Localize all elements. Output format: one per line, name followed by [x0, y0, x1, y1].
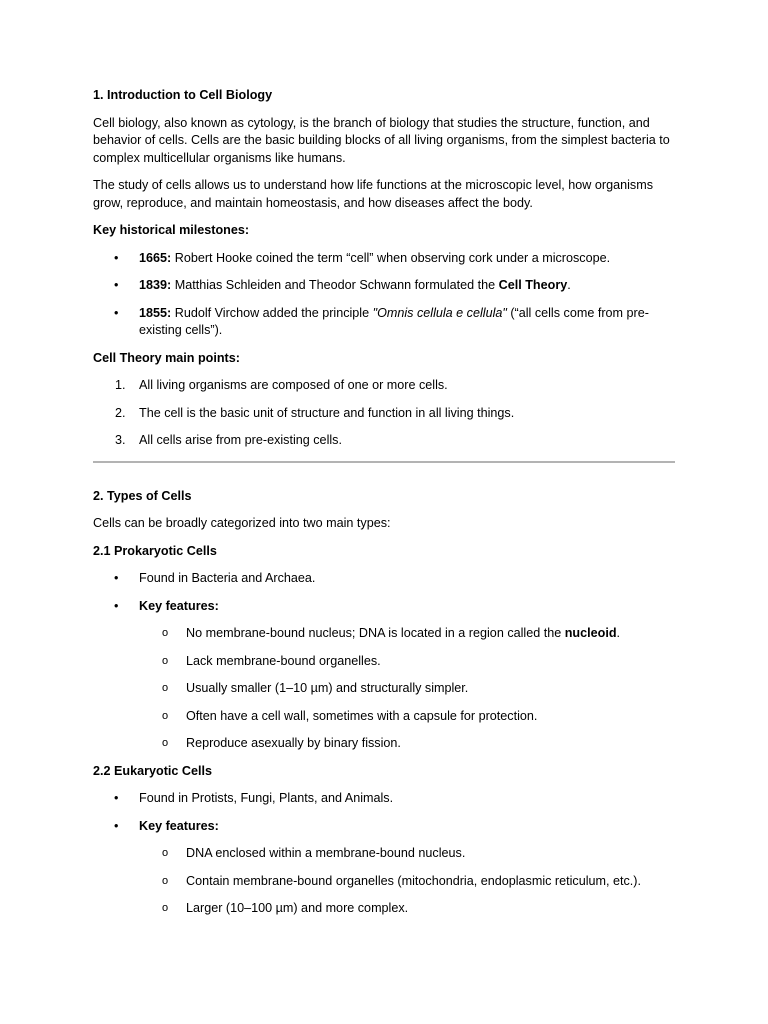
intro-paragraph-2: The study of cells allows us to understand how life functions at the microscopic level, how organisms grow, reproduce, and maintain homeostasis, and how diseases affect the body.: [93, 178, 653, 210]
document-body: [93, 87, 677, 928]
sub-bullet-marker: o: [162, 902, 169, 914]
section1-heading: 1. Introduction to Cell Biology: [93, 88, 273, 102]
feature-item: [93, 735, 677, 753]
cell-theory-heading: Cell Theory main points:: [93, 350, 240, 365]
number-marker: 2.: [115, 405, 126, 420]
bullet-marker: •: [114, 305, 119, 320]
prokaryotic-features-label: Key features:: [139, 598, 219, 613]
milestone-item: [93, 250, 677, 268]
types-intro: Cells can be broadly categorized into two main types:: [93, 516, 391, 530]
milestone-text: Robert Hooke coined the term “cell” when observing cork under a microscope.: [171, 250, 611, 265]
sub-bullet-marker: o: [162, 654, 169, 667]
feature-item: [93, 900, 677, 918]
milestone-year: 1855:: [139, 305, 172, 320]
feature-text: Larger (10–100 µm) and more complex.: [186, 901, 409, 915]
bullet-marker: •: [114, 250, 119, 265]
eukaryotic-list: [93, 790, 677, 835]
number-marker: 1.: [115, 378, 126, 392]
feature-text: Lack membrane-bound organelles.: [186, 653, 381, 668]
cell-theory-list: [93, 377, 677, 450]
theory-point-text: All cells arise from pre-existing cells.: [139, 433, 342, 447]
feature-text: DNA enclosed within a membrane-bound nucleus.: [186, 846, 466, 860]
milestone-bold-term: Cell Theory: [498, 278, 568, 292]
theory-point: [93, 405, 677, 423]
list-item: [93, 790, 677, 808]
feature-item: [93, 845, 677, 863]
sub-bullet-marker: o: [162, 627, 169, 639]
bullet-marker: •: [114, 598, 119, 613]
eukaryotic-heading: 2.2 Eukaryotic Cells: [93, 763, 213, 778]
intro-paragraph-1: Cell biology, also known as cytology, is the branch of biology that studies the structure, function, and behavior of cells. Cells are the basic building blocks of all living organisms, from the simplest bacteria to complex multicellular organisms like humans.: [93, 115, 670, 165]
milestone-item: [93, 277, 677, 295]
milestone-item: [93, 305, 677, 340]
eukaryotic-features-list: [93, 845, 677, 918]
sub-bullet-marker: o: [162, 737, 169, 749]
theory-point: [93, 432, 677, 450]
theory-point: [93, 377, 677, 395]
milestone-text: Rudolf Virchow added the principle: [171, 305, 373, 320]
prokaryotic-found-in: Found in Bacteria and Archaea.: [139, 571, 316, 585]
feature-text: No membrane-bound nucleus; DNA is located in a region called the: [186, 626, 565, 640]
theory-point-text: All living organisms are composed of one or more cells.: [139, 378, 448, 392]
feature-text: Usually smaller (1–10 µm) and structurally simpler.: [186, 681, 469, 695]
milestone-year: 1839:: [139, 278, 172, 292]
bullet-marker: •: [114, 278, 119, 292]
feature-text: Contain membrane-bound organelles (mitochondria, endoplasmic reticulum, etc.).: [186, 873, 641, 888]
milestone-text: Matthias Schleiden and Theodor Schwann formulated the: [171, 278, 499, 292]
sub-bullet-marker: o: [162, 874, 169, 887]
milestone-latin-phrase: "Omnis cellula e cellula": [372, 305, 507, 320]
milestone-year: 1665:: [139, 250, 172, 265]
bullet-marker: •: [114, 791, 119, 805]
feature-item: [93, 680, 677, 698]
eukaryotic-found-in: Found in Protists, Fungi, Plants, and Animals.: [139, 791, 394, 805]
milestone-text-end: (“all cells come from pre-existing cells”).: [139, 305, 649, 337]
feature-text: Reproduce asexually by binary fission.: [186, 736, 401, 750]
sub-bullet-marker: o: [162, 847, 169, 859]
number-marker: 3.: [115, 433, 126, 447]
sub-bullet-marker: o: [162, 709, 169, 722]
prokaryotic-heading: 2.1 Prokaryotic Cells: [93, 543, 217, 558]
sub-bullet-marker: o: [162, 682, 169, 694]
feature-text: Often have a cell wall, sometimes with a capsule for protection.: [186, 708, 538, 723]
list-item: [93, 818, 677, 836]
bullet-marker: •: [114, 571, 119, 585]
prokaryotic-features-list: [93, 625, 677, 753]
feature-bold-term: nucleoid: [564, 626, 617, 640]
feature-text-end: .: [616, 626, 621, 640]
section2-heading: 2. Types of Cells: [93, 488, 192, 503]
list-item: [93, 598, 677, 616]
feature-item: [93, 873, 677, 891]
theory-point-text: The cell is the basic unit of structure and function in all living things.: [139, 405, 515, 420]
feature-item: [93, 625, 677, 643]
section-divider: [93, 461, 675, 463]
feature-item: [93, 708, 677, 726]
milestone-text-end: .: [567, 278, 571, 292]
eukaryotic-features-label: Key features:: [139, 818, 219, 833]
milestones-list: [93, 250, 677, 340]
milestones-heading: Key historical milestones:: [93, 223, 250, 237]
feature-item: [93, 653, 677, 671]
list-item: [93, 570, 677, 588]
bullet-marker: •: [114, 818, 119, 833]
prokaryotic-list: [93, 570, 677, 615]
